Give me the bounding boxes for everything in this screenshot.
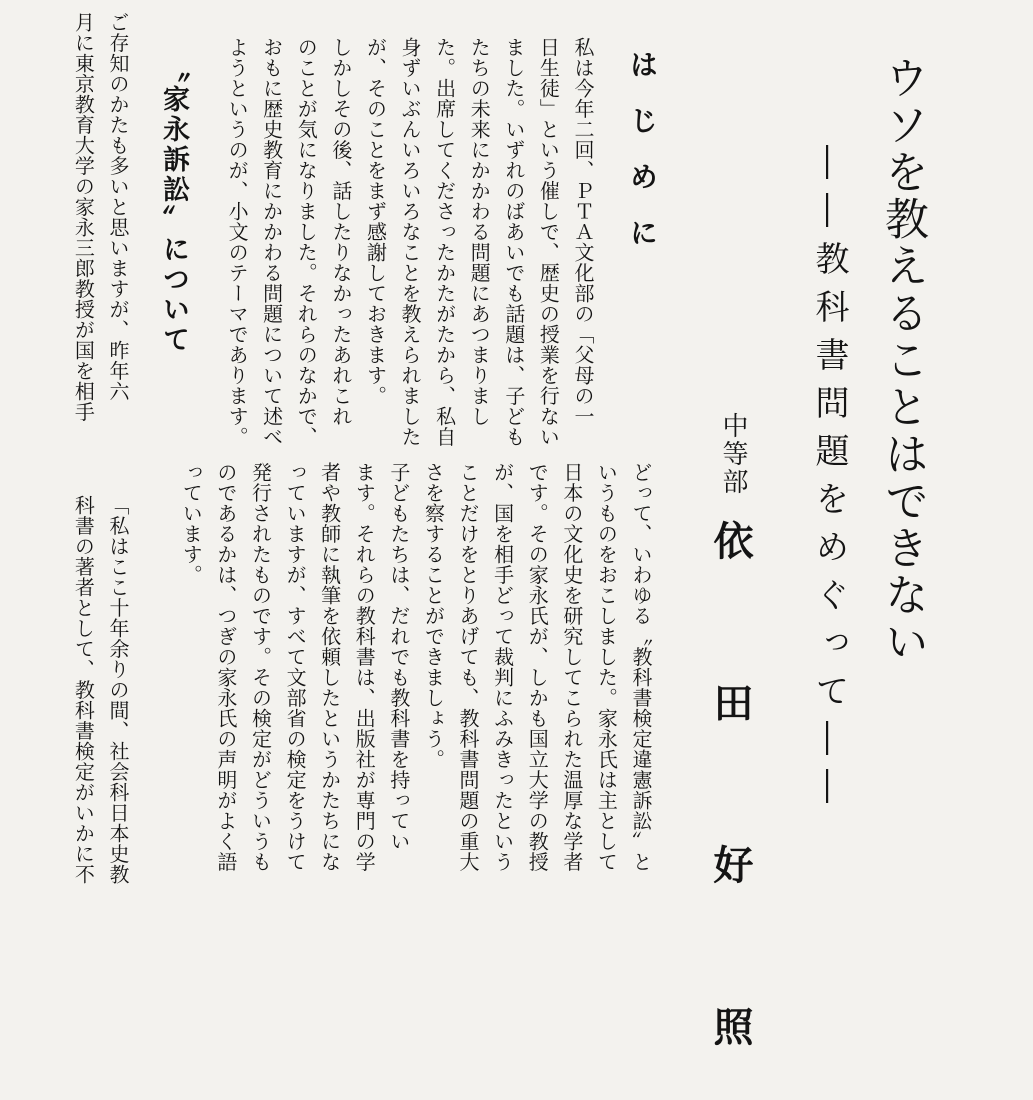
article-subtitle: ――教科書問題をめぐって―― <box>809 145 849 817</box>
section-heading-ienaga: 〝家永訴訟〟について <box>158 55 189 355</box>
text-line: っています。 <box>179 462 204 585</box>
text-line: 身ずいぶんいろいろなことを教えられました <box>398 37 423 447</box>
author-name: 依 田 好 照 <box>707 520 754 1100</box>
text-line: 日本の文化史を研究してこられた温厚な学者 <box>559 462 584 872</box>
text-line: どって、いわゆる〝教科書検定違憲訴訟〟と <box>629 462 653 872</box>
text-line: が、そのことをまず感謝しておきます。 <box>363 37 388 406</box>
text-line: 日生徒」という催しで、歴史の授業を行ない <box>536 37 561 447</box>
ienaga-continued-paragraph <box>174 462 658 872</box>
section-heading-intro: はじめに <box>626 50 659 274</box>
text-line: 私は今年二回、ＰＴＡ文化部の「父母の一 <box>571 37 595 427</box>
author-department: 中等部 <box>718 412 748 496</box>
text-line: ことだけをとりあげても、教科書問題の重大 <box>456 462 481 872</box>
text-line: です。その家永氏が、しかも国立大学の教授 <box>525 462 550 872</box>
ienaga-statement-paragraph <box>66 495 135 885</box>
text-line: しかしその後、話したりなかったあれこれ <box>328 37 353 427</box>
text-line: ご存知のかたも多いと思いますが、昨年六 <box>106 12 130 402</box>
text-line: た。出席してくださったかたがたから、私自 <box>432 37 457 447</box>
text-line: 「私はここ十年余りの間、社会科日本史教 <box>106 495 130 885</box>
text-line: っていますが、すべて文部省の検定をうけて <box>283 462 308 872</box>
text-line: 月に東京教育大学の家永三郎教授が国を相手 <box>71 12 96 422</box>
text-line: が、国を相手どって裁判にふみきったという <box>490 462 515 872</box>
text-line: いうものをおこしました。家永氏は主として <box>594 462 619 872</box>
text-line: ようというのが、小文のテーマであります。 <box>225 37 250 447</box>
text-line: さを察することができましょう。 <box>421 462 446 770</box>
text-line: 発行されたものです。その検定がどういうも <box>248 462 273 872</box>
text-line: のであるかは、つぎの家永氏の声明がよく語 <box>213 462 238 872</box>
text-line: 者や教師に執筆を依頼したというかたちにな <box>317 462 342 872</box>
ienaga-intro-paragraph <box>66 12 135 422</box>
text-line: 科書の著者として、教科書検定がいかに不 <box>71 495 96 885</box>
text-line: のことが気になりました。それらのなかで、 <box>294 37 319 447</box>
text-line: 子どもたちは、だれでも教科書を持ってい <box>386 462 411 852</box>
text-line: ました。いずれのばあいでも話題は、子ども <box>501 37 526 447</box>
text-line: おもに歴史教育にかかわる問題について述べ <box>259 37 284 447</box>
article-title: ウソを教えることはできない <box>877 55 928 666</box>
text-line: ます。それらの教科書は、出版社が専門の学 <box>352 462 377 872</box>
text-line: たちの未来にかかわる問題にあつまりまし <box>467 37 492 427</box>
intro-paragraph <box>219 37 600 447</box>
